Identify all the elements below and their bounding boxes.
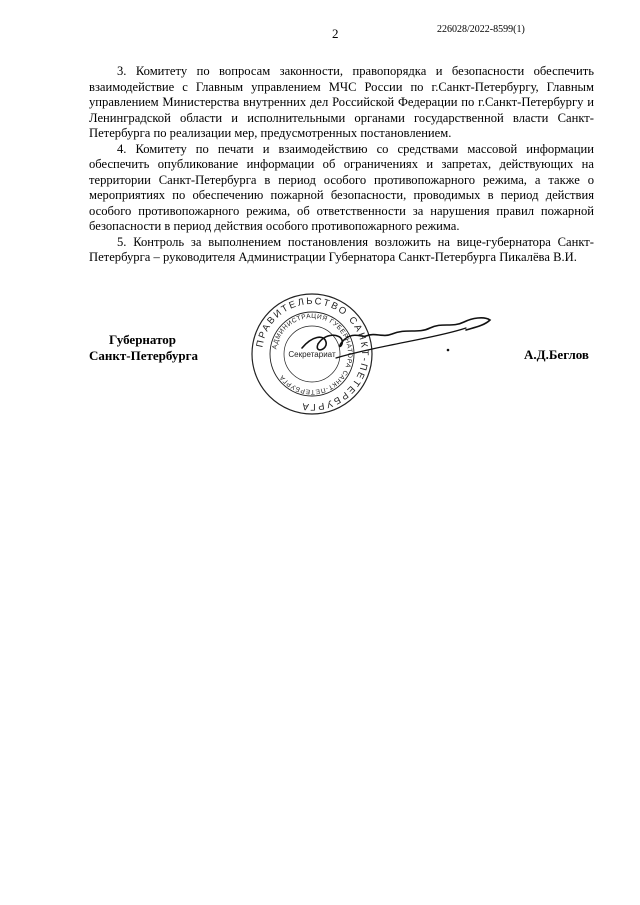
paragraph-5: 5. Контроль за выполнением постановления возложить на вице-губернатора Санкт-Петербурга – руководителя Администрации Губернатора Санкт-Петербурга Пикалёва В.И.: [89, 234, 594, 264]
signer-name: А.Д.Беглов: [524, 347, 589, 362]
seal-center-text: Секретариат: [288, 350, 336, 359]
seal-inner-text: АДМИНИСТРАЦИЯ ГУБЕРНАТОРА САНКТ-ПЕТЕРБУРГА: [271, 312, 354, 396]
signer-title: [89, 332, 198, 364]
page-number: 2: [332, 26, 339, 41]
signer-title-line2: Санкт-Петербурга: [89, 348, 198, 363]
paragraph-4: 4. Комитету по печати и взаимодействию со средствами массовой информации обеспечить опубликование информации об ограничениях и запретах, действующих на территории Санкт-Петербурга в период особого противопожарного режима, а также о мероприятиях по обеспечению пожарной безопасности, проводимых в период действия особого противопожарного режима, об ответственности за нарушения правил пожарной безопасности в период действия особого противопожарного режима.: [89, 141, 594, 233]
seal-outer-text: ПРАВИТЕЛЬСТВО САНКТ-ПЕТЕРБУРГА: [254, 295, 371, 413]
signer-title-line1: Губернатор: [109, 332, 177, 347]
paragraph-3: 3. Комитету по вопросам законности, правопорядка и безопасности обеспечить взаимодействие с Главным управлением МЧС России по г.Санкт-Петербургу, Главным управлением Министерства внутренних дел Российской Федерации по г.Санкт-Петербургу и Ленинградской области и исполнительными органами государственной власти Санкт-Петербурга по реализации мер, предусмотренных постановлением.: [89, 64, 594, 140]
document-body: [89, 64, 594, 266]
document-id: 226028/2022-8599(1): [437, 24, 525, 35]
handwritten-signature: [296, 314, 496, 374]
